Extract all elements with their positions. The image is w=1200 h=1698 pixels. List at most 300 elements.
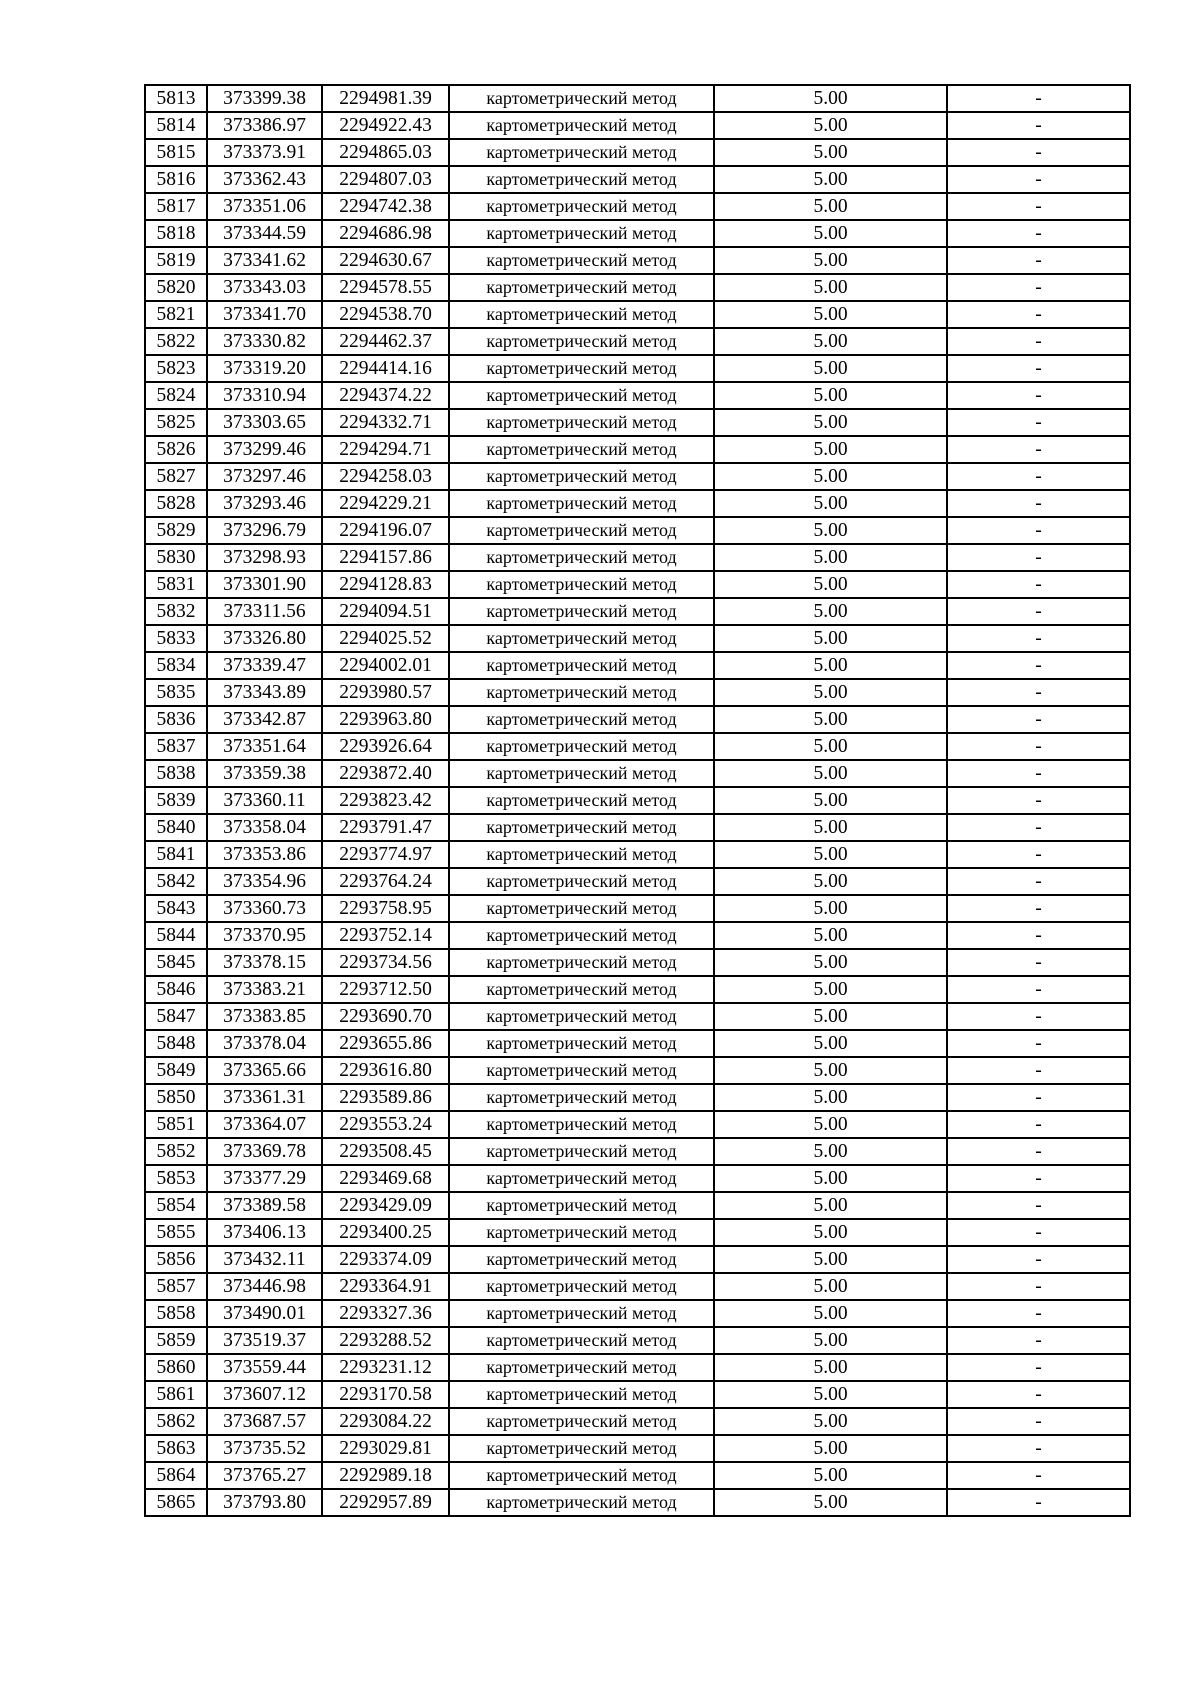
description-cell: - xyxy=(947,733,1130,760)
description-cell: - xyxy=(947,868,1130,895)
x-coordinate-cell: 373293.46 xyxy=(207,490,322,517)
description-cell: - xyxy=(947,895,1130,922)
y-coordinate-cell: 2294981.39 xyxy=(322,85,449,112)
point-number-cell: 5824 xyxy=(145,382,207,409)
method-cell: картометрический метод xyxy=(449,598,714,625)
description-cell: - xyxy=(947,1327,1130,1354)
accuracy-cell: 5.00 xyxy=(714,1192,947,1219)
table-row xyxy=(145,1138,1130,1165)
y-coordinate-cell: 2293616.80 xyxy=(322,1057,449,1084)
accuracy-cell: 5.00 xyxy=(714,868,947,895)
point-number-cell: 5848 xyxy=(145,1030,207,1057)
accuracy-cell: 5.00 xyxy=(714,1246,947,1273)
y-coordinate-cell: 2293400.25 xyxy=(322,1219,449,1246)
description-cell: - xyxy=(947,463,1130,490)
table-row xyxy=(145,193,1130,220)
method-cell: картометрический метод xyxy=(449,814,714,841)
description-cell: - xyxy=(947,787,1130,814)
y-coordinate-cell: 2293364.91 xyxy=(322,1273,449,1300)
description-cell: - xyxy=(947,382,1130,409)
y-coordinate-cell: 2293872.40 xyxy=(322,760,449,787)
method-cell: картометрический метод xyxy=(449,679,714,706)
accuracy-cell: 5.00 xyxy=(714,625,947,652)
method-cell: картометрический метод xyxy=(449,1381,714,1408)
accuracy-cell: 5.00 xyxy=(714,328,947,355)
x-coordinate-cell: 373378.15 xyxy=(207,949,322,976)
point-number-cell: 5865 xyxy=(145,1489,207,1516)
table-row xyxy=(145,1408,1130,1435)
description-cell: - xyxy=(947,139,1130,166)
table-row xyxy=(145,922,1130,949)
x-coordinate-cell: 373361.31 xyxy=(207,1084,322,1111)
point-number-cell: 5825 xyxy=(145,409,207,436)
method-cell: картометрический метод xyxy=(449,922,714,949)
accuracy-cell: 5.00 xyxy=(714,112,947,139)
point-number-cell: 5818 xyxy=(145,220,207,247)
point-number-cell: 5816 xyxy=(145,166,207,193)
point-number-cell: 5853 xyxy=(145,1165,207,1192)
description-cell: - xyxy=(947,409,1130,436)
x-coordinate-cell: 373607.12 xyxy=(207,1381,322,1408)
point-number-cell: 5826 xyxy=(145,436,207,463)
description-cell: - xyxy=(947,220,1130,247)
point-number-cell: 5817 xyxy=(145,193,207,220)
accuracy-cell: 5.00 xyxy=(714,895,947,922)
x-coordinate-cell: 373559.44 xyxy=(207,1354,322,1381)
accuracy-cell: 5.00 xyxy=(714,409,947,436)
x-coordinate-cell: 373298.93 xyxy=(207,544,322,571)
table-row xyxy=(145,679,1130,706)
y-coordinate-cell: 2293712.50 xyxy=(322,976,449,1003)
table-row xyxy=(145,1273,1130,1300)
method-cell: картометрический метод xyxy=(449,571,714,598)
point-number-cell: 5819 xyxy=(145,247,207,274)
method-cell: картометрический метод xyxy=(449,1273,714,1300)
x-coordinate-cell: 373377.29 xyxy=(207,1165,322,1192)
point-number-cell: 5822 xyxy=(145,328,207,355)
table-row xyxy=(145,382,1130,409)
method-cell: картометрический метод xyxy=(449,1246,714,1273)
point-number-cell: 5858 xyxy=(145,1300,207,1327)
y-coordinate-cell: 2294128.83 xyxy=(322,571,449,598)
point-number-cell: 5851 xyxy=(145,1111,207,1138)
method-cell: картометрический метод xyxy=(449,85,714,112)
accuracy-cell: 5.00 xyxy=(714,814,947,841)
x-coordinate-cell: 373354.96 xyxy=(207,868,322,895)
accuracy-cell: 5.00 xyxy=(714,841,947,868)
table-row xyxy=(145,706,1130,733)
method-cell: картометрический метод xyxy=(449,517,714,544)
accuracy-cell: 5.00 xyxy=(714,1111,947,1138)
accuracy-cell: 5.00 xyxy=(714,463,947,490)
accuracy-cell: 5.00 xyxy=(714,1219,947,1246)
accuracy-cell: 5.00 xyxy=(714,220,947,247)
description-cell: - xyxy=(947,976,1130,1003)
accuracy-cell: 5.00 xyxy=(714,1327,947,1354)
point-number-cell: 5852 xyxy=(145,1138,207,1165)
description-cell: - xyxy=(947,1165,1130,1192)
accuracy-cell: 5.00 xyxy=(714,139,947,166)
x-coordinate-cell: 373383.85 xyxy=(207,1003,322,1030)
point-number-cell: 5839 xyxy=(145,787,207,814)
y-coordinate-cell: 2293589.86 xyxy=(322,1084,449,1111)
table-row xyxy=(145,463,1130,490)
x-coordinate-cell: 373406.13 xyxy=(207,1219,322,1246)
y-coordinate-cell: 2293508.45 xyxy=(322,1138,449,1165)
accuracy-cell: 5.00 xyxy=(714,490,947,517)
y-coordinate-cell: 2293752.14 xyxy=(322,922,449,949)
method-cell: картометрический метод xyxy=(449,706,714,733)
table-row xyxy=(145,625,1130,652)
description-cell: - xyxy=(947,1273,1130,1300)
x-coordinate-cell: 373389.58 xyxy=(207,1192,322,1219)
table-row xyxy=(145,1462,1130,1489)
method-cell: картометрический метод xyxy=(449,1462,714,1489)
point-number-cell: 5861 xyxy=(145,1381,207,1408)
description-cell: - xyxy=(947,625,1130,652)
y-coordinate-cell: 2294258.03 xyxy=(322,463,449,490)
point-number-cell: 5813 xyxy=(145,85,207,112)
point-number-cell: 5854 xyxy=(145,1192,207,1219)
x-coordinate-cell: 373353.86 xyxy=(207,841,322,868)
point-number-cell: 5843 xyxy=(145,895,207,922)
x-coordinate-cell: 373299.46 xyxy=(207,436,322,463)
accuracy-cell: 5.00 xyxy=(714,1273,947,1300)
method-cell: картометрический метод xyxy=(449,463,714,490)
point-number-cell: 5814 xyxy=(145,112,207,139)
point-number-cell: 5836 xyxy=(145,706,207,733)
description-cell: - xyxy=(947,328,1130,355)
y-coordinate-cell: 2293926.64 xyxy=(322,733,449,760)
y-coordinate-cell: 2293758.95 xyxy=(322,895,449,922)
y-coordinate-cell: 2293084.22 xyxy=(322,1408,449,1435)
description-cell: - xyxy=(947,1219,1130,1246)
x-coordinate-cell: 373303.65 xyxy=(207,409,322,436)
method-cell: картометрический метод xyxy=(449,760,714,787)
x-coordinate-cell: 373370.95 xyxy=(207,922,322,949)
y-coordinate-cell: 2294229.21 xyxy=(322,490,449,517)
y-coordinate-cell: 2294157.86 xyxy=(322,544,449,571)
table-row xyxy=(145,1327,1130,1354)
table-row xyxy=(145,1165,1130,1192)
x-coordinate-cell: 373301.90 xyxy=(207,571,322,598)
table-row xyxy=(145,247,1130,274)
point-number-cell: 5828 xyxy=(145,490,207,517)
x-coordinate-cell: 373365.66 xyxy=(207,1057,322,1084)
point-number-cell: 5864 xyxy=(145,1462,207,1489)
method-cell: картометрический метод xyxy=(449,274,714,301)
description-cell: - xyxy=(947,1354,1130,1381)
point-number-cell: 5860 xyxy=(145,1354,207,1381)
table-row xyxy=(145,139,1130,166)
description-cell: - xyxy=(947,517,1130,544)
description-cell: - xyxy=(947,949,1130,976)
method-cell: картометрический метод xyxy=(449,1057,714,1084)
description-cell: - xyxy=(947,760,1130,787)
x-coordinate-cell: 373339.47 xyxy=(207,652,322,679)
method-cell: картометрический метод xyxy=(449,1030,714,1057)
description-cell: - xyxy=(947,1300,1130,1327)
accuracy-cell: 5.00 xyxy=(714,760,947,787)
method-cell: картометрический метод xyxy=(449,409,714,436)
method-cell: картометрический метод xyxy=(449,1003,714,1030)
point-number-cell: 5863 xyxy=(145,1435,207,1462)
table-row xyxy=(145,1219,1130,1246)
x-coordinate-cell: 373297.46 xyxy=(207,463,322,490)
point-number-cell: 5844 xyxy=(145,922,207,949)
accuracy-cell: 5.00 xyxy=(714,355,947,382)
method-cell: картометрический метод xyxy=(449,247,714,274)
accuracy-cell: 5.00 xyxy=(714,1138,947,1165)
method-cell: картометрический метод xyxy=(449,1192,714,1219)
accuracy-cell: 5.00 xyxy=(714,436,947,463)
y-coordinate-cell: 2293690.70 xyxy=(322,1003,449,1030)
x-coordinate-cell: 373330.82 xyxy=(207,328,322,355)
method-cell: картометрический метод xyxy=(449,328,714,355)
table-row xyxy=(145,1489,1130,1516)
method-cell: картометрический метод xyxy=(449,1300,714,1327)
accuracy-cell: 5.00 xyxy=(714,976,947,1003)
x-coordinate-cell: 373341.70 xyxy=(207,301,322,328)
method-cell: картометрический метод xyxy=(449,436,714,463)
description-cell: - xyxy=(947,598,1130,625)
table-row xyxy=(145,598,1130,625)
point-number-cell: 5849 xyxy=(145,1057,207,1084)
point-number-cell: 5833 xyxy=(145,625,207,652)
x-coordinate-cell: 373341.62 xyxy=(207,247,322,274)
description-cell: - xyxy=(947,112,1130,139)
accuracy-cell: 5.00 xyxy=(714,1057,947,1084)
method-cell: картометрический метод xyxy=(449,112,714,139)
y-coordinate-cell: 2294922.43 xyxy=(322,112,449,139)
accuracy-cell: 5.00 xyxy=(714,517,947,544)
x-coordinate-cell: 373343.03 xyxy=(207,274,322,301)
coordinates-table xyxy=(144,84,1131,1517)
point-number-cell: 5830 xyxy=(145,544,207,571)
description-cell: - xyxy=(947,1489,1130,1516)
method-cell: картометрический метод xyxy=(449,1138,714,1165)
accuracy-cell: 5.00 xyxy=(714,85,947,112)
accuracy-cell: 5.00 xyxy=(714,706,947,733)
description-cell: - xyxy=(947,274,1130,301)
description-cell: - xyxy=(947,1030,1130,1057)
y-coordinate-cell: 2293029.81 xyxy=(322,1435,449,1462)
table-row xyxy=(145,1084,1130,1111)
table-row xyxy=(145,436,1130,463)
accuracy-cell: 5.00 xyxy=(714,733,947,760)
x-coordinate-cell: 373344.59 xyxy=(207,220,322,247)
method-cell: картометрический метод xyxy=(449,652,714,679)
point-number-cell: 5815 xyxy=(145,139,207,166)
y-coordinate-cell: 2294094.51 xyxy=(322,598,449,625)
method-cell: картометрический метод xyxy=(449,868,714,895)
x-coordinate-cell: 373311.56 xyxy=(207,598,322,625)
description-cell: - xyxy=(947,1057,1130,1084)
accuracy-cell: 5.00 xyxy=(714,1354,947,1381)
point-number-cell: 5847 xyxy=(145,1003,207,1030)
x-coordinate-cell: 373446.98 xyxy=(207,1273,322,1300)
y-coordinate-cell: 2293288.52 xyxy=(322,1327,449,1354)
y-coordinate-cell: 2293553.24 xyxy=(322,1111,449,1138)
description-cell: - xyxy=(947,166,1130,193)
method-cell: картометрический метод xyxy=(449,490,714,517)
y-coordinate-cell: 2294002.01 xyxy=(322,652,449,679)
y-coordinate-cell: 2294865.03 xyxy=(322,139,449,166)
description-cell: - xyxy=(947,652,1130,679)
method-cell: картометрический метод xyxy=(449,139,714,166)
method-cell: картометрический метод xyxy=(449,895,714,922)
y-coordinate-cell: 2294538.70 xyxy=(322,301,449,328)
point-number-cell: 5850 xyxy=(145,1084,207,1111)
accuracy-cell: 5.00 xyxy=(714,1462,947,1489)
method-cell: картометрический метод xyxy=(449,1111,714,1138)
description-cell: - xyxy=(947,301,1130,328)
accuracy-cell: 5.00 xyxy=(714,544,947,571)
point-number-cell: 5832 xyxy=(145,598,207,625)
point-number-cell: 5856 xyxy=(145,1246,207,1273)
method-cell: картометрический метод xyxy=(449,1408,714,1435)
accuracy-cell: 5.00 xyxy=(714,193,947,220)
y-coordinate-cell: 2293734.56 xyxy=(322,949,449,976)
method-cell: картометрический метод xyxy=(449,355,714,382)
description-cell: - xyxy=(947,490,1130,517)
y-coordinate-cell: 2293327.36 xyxy=(322,1300,449,1327)
method-cell: картометрический метод xyxy=(449,166,714,193)
accuracy-cell: 5.00 xyxy=(714,301,947,328)
point-number-cell: 5840 xyxy=(145,814,207,841)
accuracy-cell: 5.00 xyxy=(714,1003,947,1030)
method-cell: картометрический метод xyxy=(449,1489,714,1516)
accuracy-cell: 5.00 xyxy=(714,1030,947,1057)
table-row xyxy=(145,787,1130,814)
table-row xyxy=(145,112,1130,139)
table-row xyxy=(145,1030,1130,1057)
point-number-cell: 5837 xyxy=(145,733,207,760)
accuracy-cell: 5.00 xyxy=(714,166,947,193)
method-cell: картометрический метод xyxy=(449,1084,714,1111)
accuracy-cell: 5.00 xyxy=(714,679,947,706)
table-row xyxy=(145,895,1130,922)
method-cell: картометрический метод xyxy=(449,1354,714,1381)
table-row xyxy=(145,976,1130,1003)
table-row xyxy=(145,1435,1130,1462)
table-row xyxy=(145,949,1130,976)
x-coordinate-cell: 373343.89 xyxy=(207,679,322,706)
point-number-cell: 5820 xyxy=(145,274,207,301)
x-coordinate-cell: 373765.27 xyxy=(207,1462,322,1489)
accuracy-cell: 5.00 xyxy=(714,1084,947,1111)
x-coordinate-cell: 373383.21 xyxy=(207,976,322,1003)
y-coordinate-cell: 2292989.18 xyxy=(322,1462,449,1489)
x-coordinate-cell: 373490.01 xyxy=(207,1300,322,1327)
table-row xyxy=(145,1111,1130,1138)
point-number-cell: 5857 xyxy=(145,1273,207,1300)
table-row xyxy=(145,85,1130,112)
y-coordinate-cell: 2293774.97 xyxy=(322,841,449,868)
table-row xyxy=(145,733,1130,760)
table-row xyxy=(145,274,1130,301)
y-coordinate-cell: 2293231.12 xyxy=(322,1354,449,1381)
x-coordinate-cell: 373319.20 xyxy=(207,355,322,382)
y-coordinate-cell: 2294630.67 xyxy=(322,247,449,274)
y-coordinate-cell: 2294578.55 xyxy=(322,274,449,301)
description-cell: - xyxy=(947,1246,1130,1273)
accuracy-cell: 5.00 xyxy=(714,1381,947,1408)
point-number-cell: 5831 xyxy=(145,571,207,598)
description-cell: - xyxy=(947,571,1130,598)
description-cell: - xyxy=(947,1003,1130,1030)
description-cell: - xyxy=(947,1138,1130,1165)
accuracy-cell: 5.00 xyxy=(714,274,947,301)
x-coordinate-cell: 373296.79 xyxy=(207,517,322,544)
x-coordinate-cell: 373378.04 xyxy=(207,1030,322,1057)
table-row xyxy=(145,1192,1130,1219)
description-cell: - xyxy=(947,706,1130,733)
x-coordinate-cell: 373386.97 xyxy=(207,112,322,139)
method-cell: картометрический метод xyxy=(449,220,714,247)
table-row xyxy=(145,571,1130,598)
y-coordinate-cell: 2293429.09 xyxy=(322,1192,449,1219)
accuracy-cell: 5.00 xyxy=(714,1435,947,1462)
x-coordinate-cell: 373399.38 xyxy=(207,85,322,112)
y-coordinate-cell: 2293170.58 xyxy=(322,1381,449,1408)
description-cell: - xyxy=(947,1111,1130,1138)
x-coordinate-cell: 373735.52 xyxy=(207,1435,322,1462)
point-number-cell: 5862 xyxy=(145,1408,207,1435)
y-coordinate-cell: 2294374.22 xyxy=(322,382,449,409)
coordinates-table-body xyxy=(145,85,1130,1516)
table-row xyxy=(145,868,1130,895)
point-number-cell: 5845 xyxy=(145,949,207,976)
x-coordinate-cell: 373364.07 xyxy=(207,1111,322,1138)
method-cell: картометрический метод xyxy=(449,949,714,976)
description-cell: - xyxy=(947,1435,1130,1462)
description-cell: - xyxy=(947,247,1130,274)
accuracy-cell: 5.00 xyxy=(714,949,947,976)
x-coordinate-cell: 373326.80 xyxy=(207,625,322,652)
y-coordinate-cell: 2293764.24 xyxy=(322,868,449,895)
accuracy-cell: 5.00 xyxy=(714,382,947,409)
table-row xyxy=(145,490,1130,517)
y-coordinate-cell: 2293791.47 xyxy=(322,814,449,841)
table-row xyxy=(145,544,1130,571)
x-coordinate-cell: 373360.73 xyxy=(207,895,322,922)
point-number-cell: 5823 xyxy=(145,355,207,382)
table-row xyxy=(145,1246,1130,1273)
y-coordinate-cell: 2293374.09 xyxy=(322,1246,449,1273)
description-cell: - xyxy=(947,841,1130,868)
method-cell: картометрический метод xyxy=(449,976,714,1003)
y-coordinate-cell: 2294807.03 xyxy=(322,166,449,193)
point-number-cell: 5835 xyxy=(145,679,207,706)
accuracy-cell: 5.00 xyxy=(714,247,947,274)
x-coordinate-cell: 373351.64 xyxy=(207,733,322,760)
y-coordinate-cell: 2293823.42 xyxy=(322,787,449,814)
y-coordinate-cell: 2294742.38 xyxy=(322,193,449,220)
accuracy-cell: 5.00 xyxy=(714,652,947,679)
description-cell: - xyxy=(947,355,1130,382)
method-cell: картометрический метод xyxy=(449,193,714,220)
y-coordinate-cell: 2293655.86 xyxy=(322,1030,449,1057)
table-row xyxy=(145,409,1130,436)
point-number-cell: 5841 xyxy=(145,841,207,868)
description-cell: - xyxy=(947,1462,1130,1489)
y-coordinate-cell: 2294414.16 xyxy=(322,355,449,382)
point-number-cell: 5842 xyxy=(145,868,207,895)
accuracy-cell: 5.00 xyxy=(714,787,947,814)
accuracy-cell: 5.00 xyxy=(714,1408,947,1435)
table-row xyxy=(145,1057,1130,1084)
